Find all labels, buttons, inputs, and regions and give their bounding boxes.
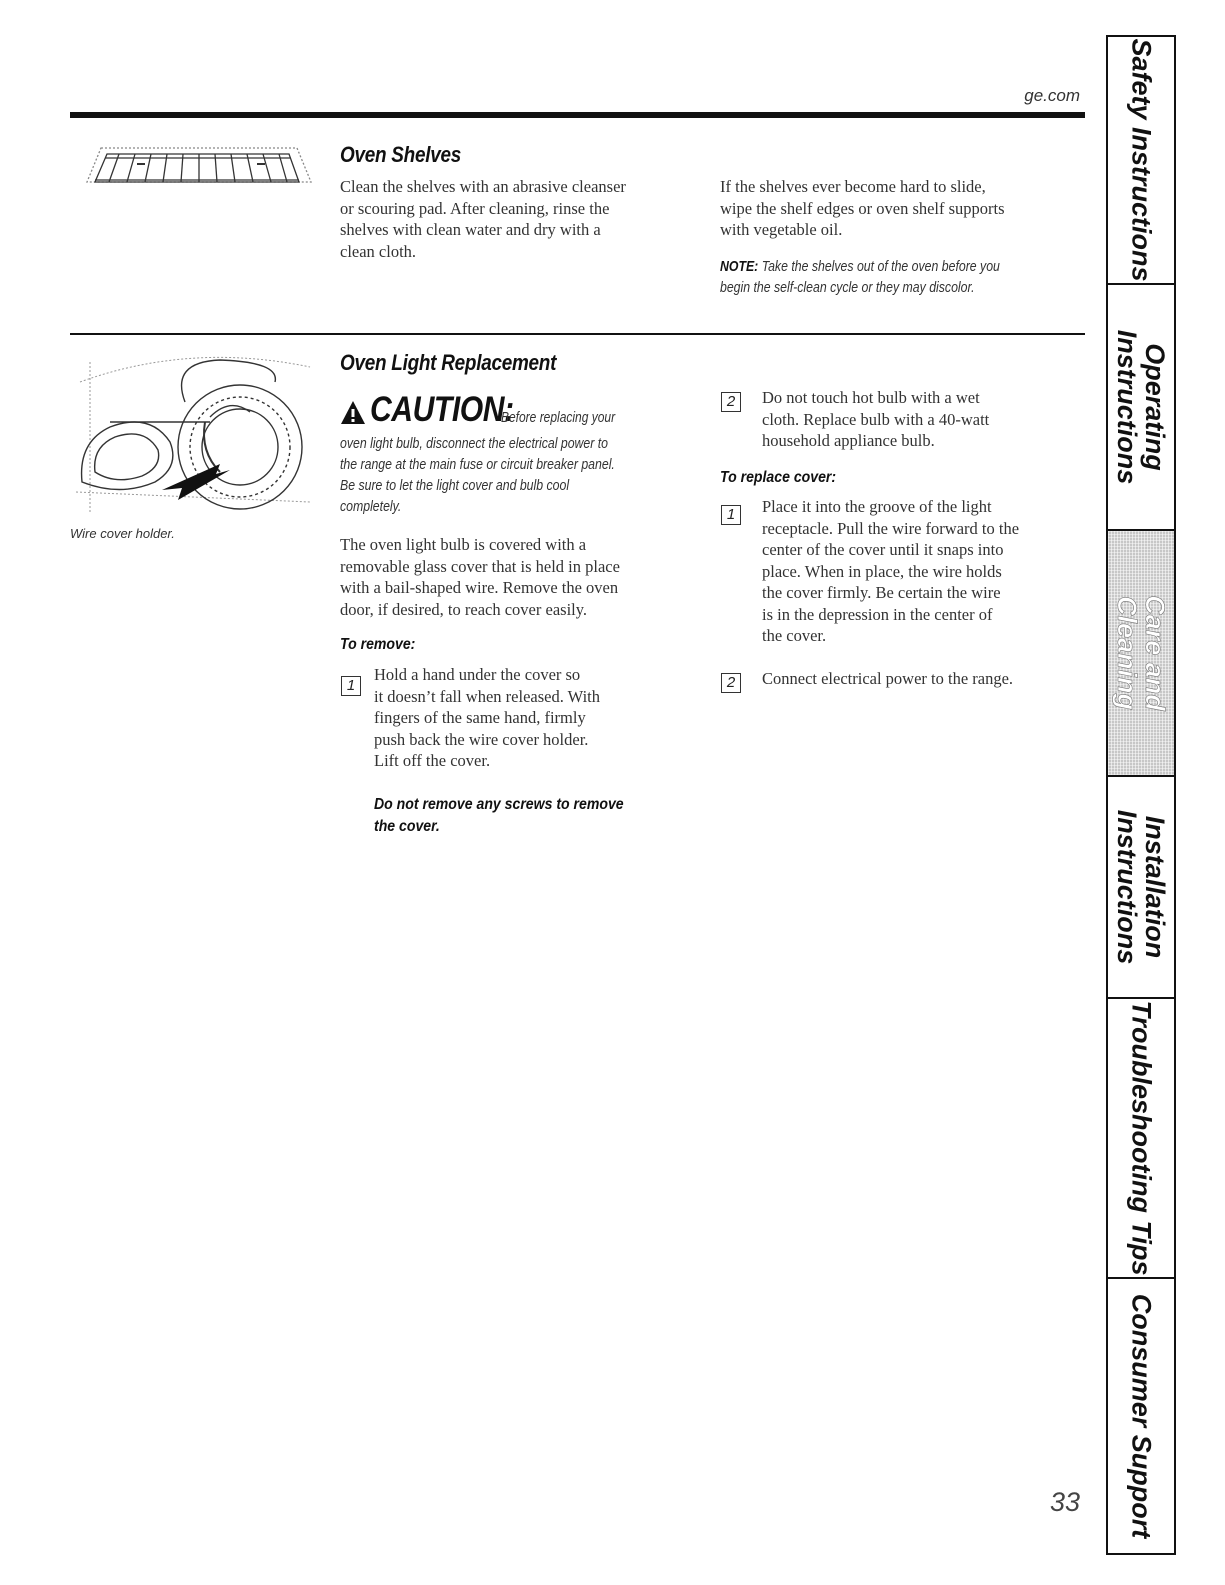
text-line: If the shelves ever become hard to slide, (720, 177, 986, 196)
text-line: push back the wire cover holder. (374, 729, 589, 749)
text-line: Hold a hand under the cover so (374, 665, 581, 684)
warning-line: the cover. (374, 818, 440, 835)
tab-label: Safety Instructions (1126, 38, 1157, 282)
text-line: Do not touch hot bulb with a wet (762, 388, 980, 407)
caution-text-line: Be sure to let the light cover and bulb cool (340, 477, 570, 494)
shelves-cleaning-text (340, 176, 626, 262)
text-line: with vegetable oil. (720, 220, 843, 239)
text-line: wipe the shelf edges or oven shelf supports (720, 198, 1005, 218)
section-title-oven-shelves: Oven Shelves (340, 142, 462, 167)
step-number: 2 (721, 392, 741, 412)
warning-no-screws (374, 794, 624, 838)
tab-care-and-cleaning[interactable] (1108, 531, 1174, 777)
tab-label: Installation Instructions (1112, 809, 1170, 965)
text-line: removable glass cover that is held in place (340, 556, 620, 576)
note-text: begin the self-clean cycle or they may discolor. (720, 279, 975, 296)
tab-installation-instructions[interactable] (1108, 777, 1174, 999)
subheading-to-remove: To remove: (340, 636, 416, 653)
caution-text-line: oven light bulb, disconnect the electrical power to (340, 435, 609, 452)
tab-label: Operating Instructions (1112, 329, 1170, 485)
text-line: Lift off the cover. (374, 751, 491, 770)
tab-operating-instructions[interactable] (1108, 285, 1174, 531)
shelves-note (720, 256, 1000, 298)
caution-details (340, 433, 615, 517)
text-line: The oven light bulb is covered with a (340, 535, 587, 554)
figure-caption: Wire cover holder. (70, 526, 175, 541)
caution-block (340, 390, 700, 430)
caution-text-line: the range at the main fuse or circuit breaker panel. (340, 456, 615, 473)
header-rule (70, 112, 1085, 118)
section-title-oven-light: Oven Light Replacement (340, 350, 557, 375)
subheading-to-replace-cover: To replace cover: (720, 469, 837, 486)
step-number: 1 (721, 505, 741, 525)
text-line: Place it into the groove of the light (762, 497, 992, 516)
tab-consumer-support[interactable] (1108, 1279, 1174, 1553)
oven-light-illustration (70, 342, 315, 520)
text-line: is in the depression in the center of (762, 604, 993, 624)
caution-text: Before replacing your (501, 409, 616, 426)
shelves-slide-text (720, 176, 1005, 241)
text-line: shelves with clean water and dry with a (340, 220, 601, 239)
text-line: or scouring pad. After cleaning, rinse the (340, 198, 610, 218)
text-line: the cover. (762, 626, 827, 645)
text-line: the cover firmly. Be certain the wire (762, 583, 1001, 602)
text-line: center of the cover until it snaps into (762, 540, 1004, 559)
tab-troubleshooting-tips[interactable] (1108, 999, 1174, 1279)
text-line: place. When in place, the wire holds (762, 561, 1002, 581)
warning-line: Do not remove any screws to remove (374, 796, 624, 813)
replace-step-2-text (762, 668, 1013, 690)
note-text: Take the shelves out of the oven before you (761, 258, 1000, 275)
text-line: it doesn’t fall when released. With (374, 686, 600, 706)
tab-safety-instructions[interactable] (1108, 37, 1174, 285)
text-line: fingers of the same hand, firmly (374, 708, 586, 727)
remove-step-1-text (374, 664, 600, 772)
site-url: ge.com (1024, 86, 1080, 105)
text-line: Connect electrical power to the range. (762, 669, 1014, 688)
light-intro-text (340, 534, 620, 620)
text-line: with a bail-shaped wire. Remove the oven (340, 578, 619, 597)
caution-text-line: completely. (340, 498, 402, 515)
text-line: Clean the shelves with an abrasive cleanser (340, 177, 626, 196)
tab-label: Consumer Support (1126, 1293, 1157, 1539)
note-label: NOTE: (720, 258, 759, 275)
step-number: 1 (341, 676, 361, 696)
step-number: 2 (721, 673, 741, 693)
warning-triangle-icon (340, 400, 366, 426)
shelf-illustration (85, 140, 315, 190)
text-line: cloth. Replace bulb with a 40-watt (762, 409, 990, 429)
text-line: clean cloth. (340, 241, 417, 261)
replace-step-1-text (762, 496, 1019, 647)
remove-step-2-text (762, 387, 989, 452)
page-number: 33 (1049, 1487, 1080, 1517)
section-tabs (1106, 35, 1176, 1555)
text-line: receptacle. Pull the wire forward to the (762, 518, 1020, 538)
text-line: door, if desired, to reach cover easily. (340, 599, 588, 619)
text-line: household appliance bulb. (762, 431, 935, 450)
tab-label: Care and Cleaning (1112, 595, 1170, 711)
section-divider (70, 333, 1085, 335)
tab-label: Troubleshooting Tips (1126, 1000, 1157, 1276)
caution-label: CAUTION: (370, 390, 514, 429)
